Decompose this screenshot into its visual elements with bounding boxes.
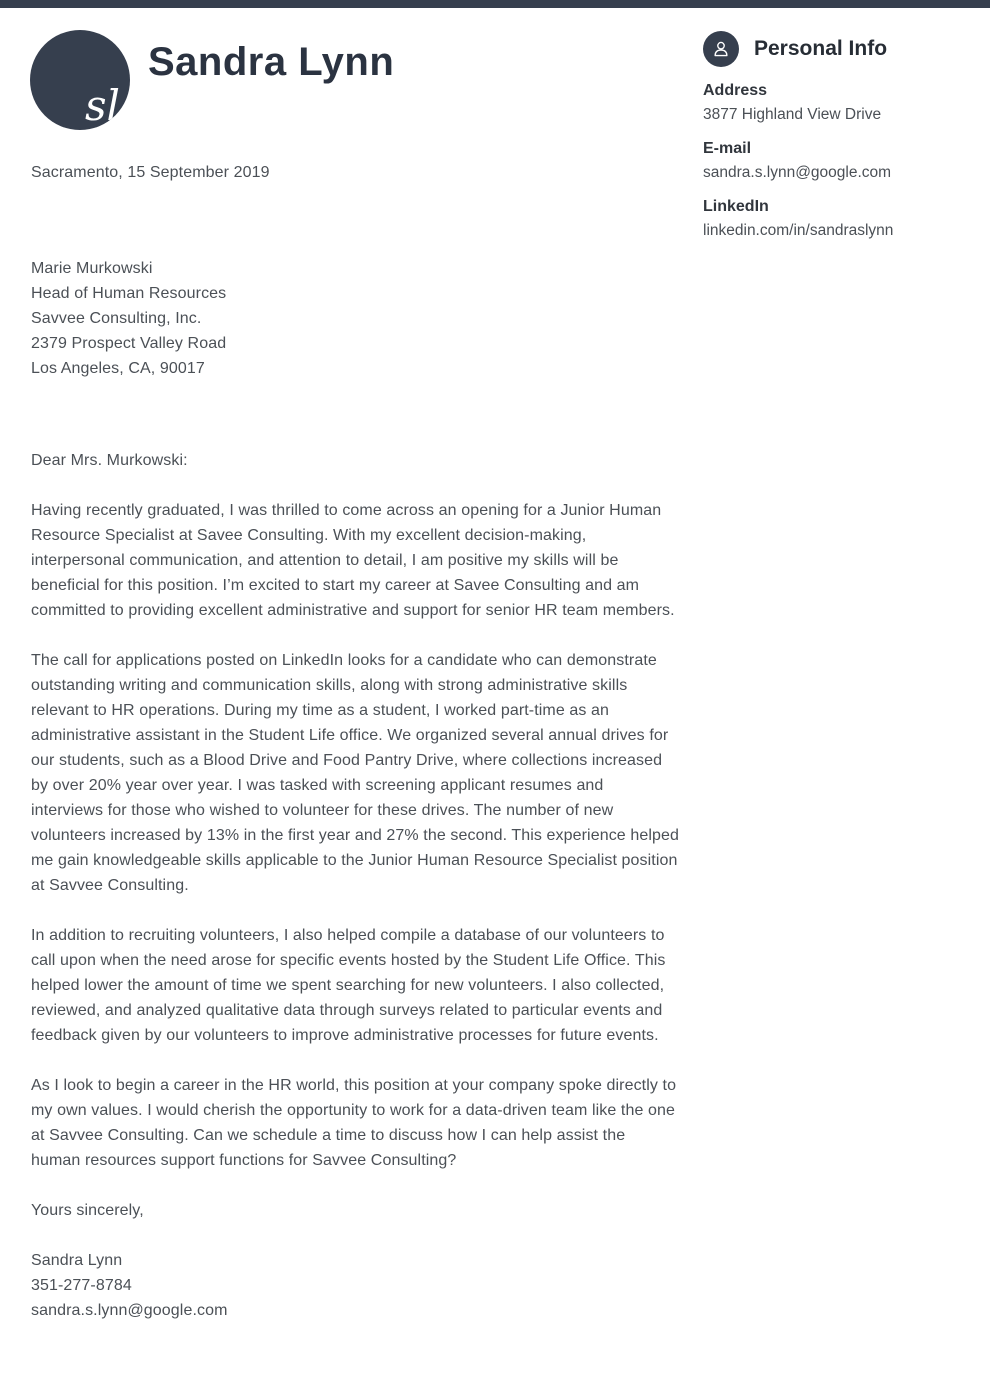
top-accent-bar xyxy=(0,0,990,8)
paragraph-2: The call for applications posted on LinkedIn looks for a candidate who can demonstrate outstanding writing and communication skills, along with strong administrative skills relevant to HR operations. During my time as a student, I worked part-time as an administrative assistant in the Student Life office. We organized several annual drives for our students, such as a Blood Drive and Food Pantry Drive, where collections increased by over 20% year over year. I was tasked with screening applicant resumes and interviews for those who wished to volunteer for these drives. The number of new volunteers increased by 13% in the first year and 27% the second. This experience helped me gain knowledgeable skills applicable to the Junior Human Resource Specialist position at Savvee Consulting. xyxy=(31,652,680,894)
linkedin-value: linkedin.com/in/sandraslynn xyxy=(703,222,894,239)
recipient-street: 2379 Prospect Valley Road xyxy=(31,335,227,352)
recipient-company: Savvee Consulting, Inc. xyxy=(31,310,202,327)
linkedin-field xyxy=(703,197,963,241)
avatar-initials: sl xyxy=(85,81,120,130)
letter-header xyxy=(30,30,394,130)
recipient-name: Marie Murkowski xyxy=(31,260,153,277)
address-value: 3877 Highland View Drive xyxy=(703,106,882,123)
recipient-role: Head of Human Resources xyxy=(31,285,227,302)
person-icon xyxy=(703,31,739,67)
paragraph-3: In addition to recruiting volunteers, I also helped compile a database of our volunteers to call upon when the need arose for specific events hosted by the Student Life Office. This helped lower the amount of time we spent searching for new volunteers. I also collected, reviewed, and analyzed qualitative data through surveys related to particular events and feedback given by our volunteers to improve administrative processes for future events. xyxy=(31,927,666,1044)
signature-phone: 351-277-8784 xyxy=(31,1277,132,1294)
address-field xyxy=(703,81,963,125)
avatar xyxy=(30,30,130,130)
linkedin-label: LinkedIn xyxy=(703,198,769,215)
letter-body xyxy=(31,160,679,1323)
personal-info-header xyxy=(703,31,963,67)
recipient-city: Los Angeles, CA, 90017 xyxy=(31,360,205,377)
date-line: Sacramento, 15 September 2019 xyxy=(31,164,270,181)
email-field xyxy=(703,139,963,183)
email-value: sandra.s.lynn@google.com xyxy=(703,164,892,181)
recipient-block xyxy=(31,256,679,381)
signature-block xyxy=(31,1248,679,1323)
address-label: Address xyxy=(703,82,768,99)
personal-info-title: Personal Info xyxy=(754,37,888,60)
email-label: E-mail xyxy=(703,140,752,157)
paragraph-1: Having recently graduated, I was thrilled to come across an opening for a Junior Human Resource Specialist at Savee Consulting. With my excellent decision-making, interpersonal communication, and attention to detail, I am positive my skills will be beneficial for this position. I’m excited to start my career at Savee Consulting and am committed to providing excellent administrative and support for senior HR team members. xyxy=(31,502,675,619)
page-title: Sandra Lynn xyxy=(148,40,395,84)
personal-info-section xyxy=(703,31,963,241)
salutation: Dear Mrs. Murkowski: xyxy=(31,452,188,469)
closing-line: Yours sincerely, xyxy=(31,1202,144,1219)
signature-email: sandra.s.lynn@google.com xyxy=(31,1302,228,1319)
signature-name: Sandra Lynn xyxy=(31,1252,123,1269)
paragraph-4: As I look to begin a career in the HR world, this position at your company spoke directly to my own values. I would cherish the opportunity to work for a data-driven team like the one at Savvee Consulting. Can we schedule a time to discuss how I can help assist the human resources support functions for Savvee Consulting? xyxy=(31,1077,677,1169)
